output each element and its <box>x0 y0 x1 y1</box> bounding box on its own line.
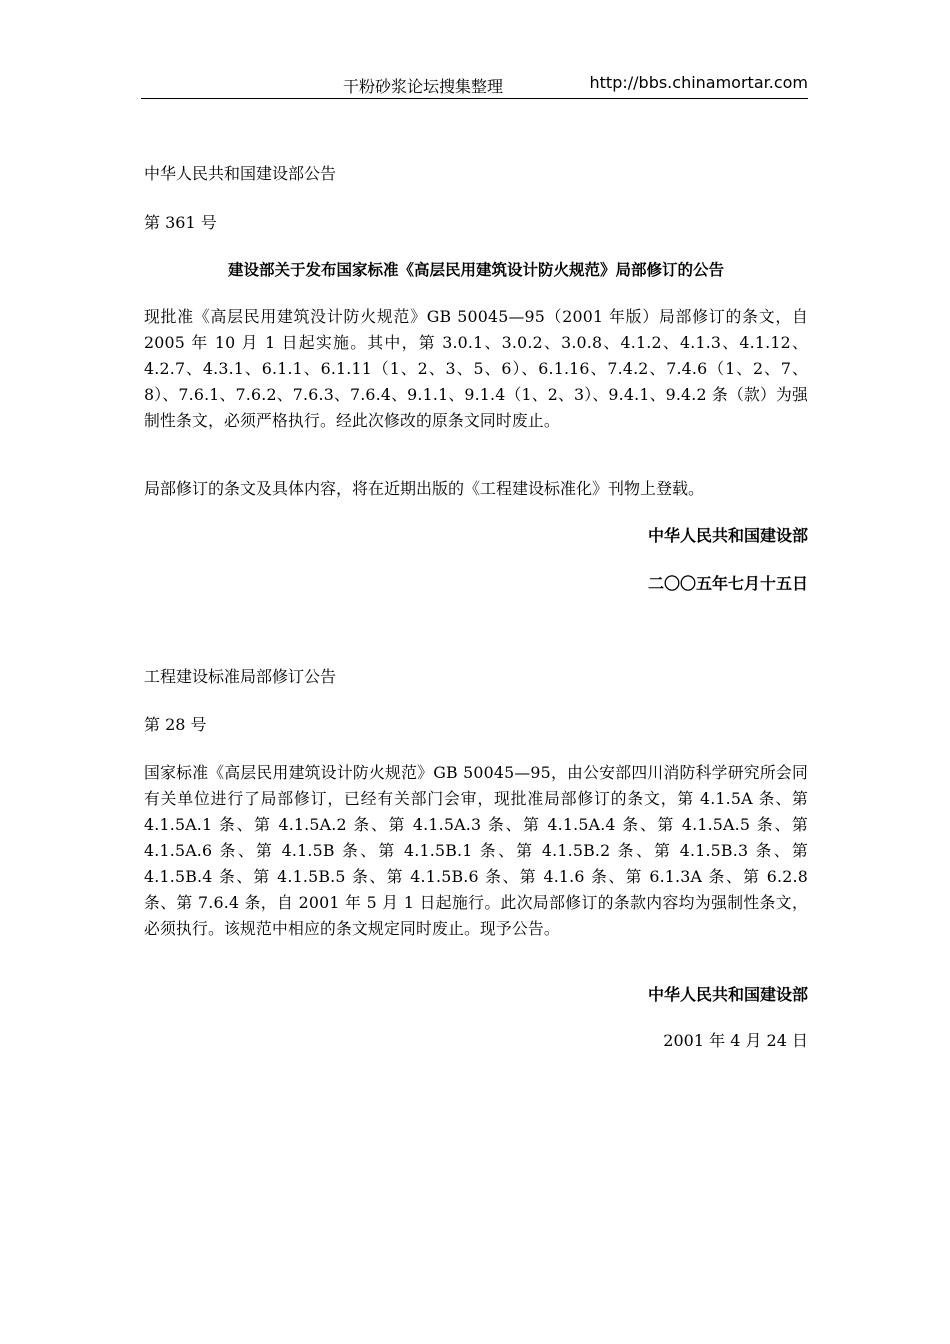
notice2-signature: 中华人民共和国建设部 <box>647 985 808 1004</box>
notice1-signature: 中华人民共和国建设部 <box>647 526 808 545</box>
notice2-date: 2001 年 4 月 24 日 <box>663 1031 808 1050</box>
site-url: http://bbs.chinamortar.com <box>589 73 808 92</box>
notice1-issuer: 中华人民共和国建设部公告 <box>144 164 337 183</box>
site-name: 干粉砂浆论坛搜集整理 <box>343 77 504 96</box>
notice1-paragraph-2: 局部修订的条文及具体内容，将在近期出版的《工程建设标准化》刊物上登载。 <box>144 479 705 498</box>
notice1-date: 二〇〇五年七月十五日 <box>647 574 808 593</box>
notice1-number: 第 361 号 <box>144 213 217 232</box>
page-header <box>141 70 808 99</box>
notice1-title: 建设部关于发布国家标准《高层民用建筑设计防火规范》局部修订的公告 <box>227 261 724 279</box>
notice2-paragraph-1: 国家标准《高层民用建筑设计防火规范》GB 50045—95，由公安部四川消防科学研究所会同有关单位进行了局部修订，已经有关部门会审，现批准局部修订的条文，第 4.1.5A 条、第 4.1.5A.1 条、第 4.1.5A.2 条、第 4.1.5A.3 条、第 4.1.5A.4 条、第 4.1.5A.5 条、第 4.1.5A.6 条、第 4.1.5B 条、第 4.1.5B.1 条、第 4.1.5B.2 条、第 4.1.5B.3 条、第 4.1.5B.4 条、第 4.1.5B.5 条、第 4.1.5B.6 条、第 4.1.6 条、第 6.1.3A 条、第 6.2.8 条、第 7.6.4 条，自 2001 年 5 月 1 日起施行。此次局部修订的条款内容均为强制性条文，必须执行。该规范中相应的条文规定同时废止。现予公告。 <box>144 763 808 938</box>
notice2-issuer: 工程建设标准局部修订公告 <box>144 667 337 686</box>
notice1-paragraph-1: 现批准《高层民用建筑没计防火规范》GB 50045—95（2001 年版）局部修订的条文，自 2005 年 10 月 1 日起实施。其中，第 3.0.1、3.0.2、3.0.8、4.1.2、4.1.3、4.1.12、4.2.7、4.3.1、6.1.1、6.1.11（1、2、3、5、6）、6.1.16、7.4.2、7.4.6（1、2、7、8）、7.6.1、7.6.2、7.6.3、7.6.4、9.1.1、9.1.4（1、2、3）、9.4.1、9.4.2 条（款）为强制性条文，必须严格执行。经此次修改的原条文同时废止。 <box>144 307 808 430</box>
notice2-number: 第 28 号 <box>144 715 207 734</box>
